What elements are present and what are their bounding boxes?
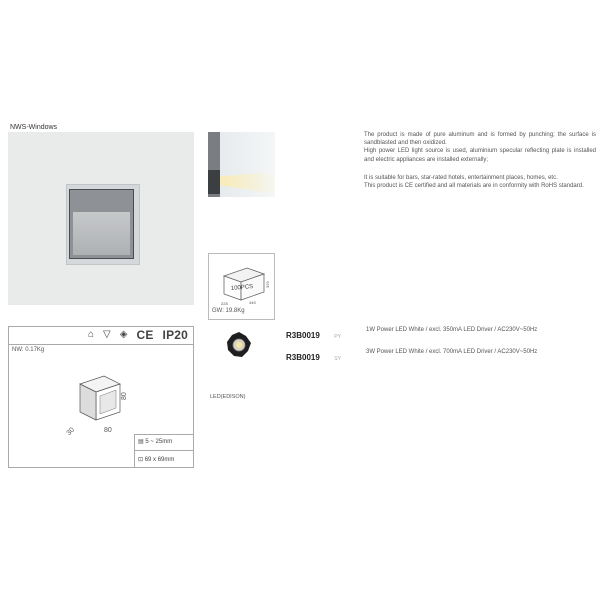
model-power: 3W Power LED White [366,349,425,355]
gross-weight: GW: 19.8Kg [212,308,245,314]
model-code: R3B0019 [286,331,320,340]
panel-thickness: 5 ~ 25mm [145,439,173,445]
dim-width: 80 [104,427,112,434]
description-p2: High power LED light source is used, aluminium specular reflecting plate is installed and electric appliances are installed externally; [364,148,596,163]
model-voltage: AC230V~50Hz [497,327,538,333]
dim-height: 80 [121,392,128,400]
package-dim-height: 329 [265,281,270,288]
fixture-light-window [73,212,130,255]
model-driver: excl. 700mA LED Driver [429,349,493,355]
description-p4: This product is CE certified and all materials are in conformity with RoHS standard. [364,183,584,190]
model-voltage: AC230V~50Hz [497,349,538,355]
package-dim-width: 445 [249,300,256,305]
spec-divider [8,344,194,345]
model-suffix: SY [334,356,341,362]
description-p1: The product is made of pure aluminum and is formed by punching; the surface is sandblasted and then oxidized. [364,132,596,147]
model-power: 1W Power LED White [366,327,425,333]
led-photo [224,330,254,360]
product-title: NWS-Windows [10,124,58,131]
net-weight: NW: 0.17Kg [12,347,45,353]
driver-symbol-icon: ◈ [119,329,128,340]
dim-depth: 30 [65,426,77,438]
f-mark-triangle-icon: ▽ [103,329,111,340]
model-spec: 1W Power LED White / excl. 350mA LED Driver / AC230V~50Hz [366,327,538,333]
model-row [286,325,341,343]
model-row [286,347,341,365]
certification-icons [88,328,188,342]
dimension-drawing [60,360,140,440]
led-label: LED(EDISON) [210,394,246,400]
cutout-icon: ⊡ [138,457,144,463]
house-outline-icon: ⌂ [88,329,95,340]
ce-mark: CE [136,328,154,342]
package-box-label: 100PCS [230,284,254,292]
model-driver: excl. 350mA LED Driver [429,327,493,333]
ip-rating: IP20 [162,328,189,342]
model-suffix: PY [334,334,341,340]
model-spec: 3W Power LED White / excl. 700mA LED Driver / AC230V~50Hz [366,349,538,355]
product-description [364,131,596,190]
description-p3: It is suitable for bars, star-rated hotels, entertainment places, homes, etc. [364,174,558,181]
panel-thickness-icon: ▤ [138,439,144,445]
fixture-side-view [208,170,220,194]
package-dim-depth: 228 [221,301,228,306]
cutout-size: 69 x 69mm [144,457,175,463]
model-code: R3B0019 [286,353,320,362]
